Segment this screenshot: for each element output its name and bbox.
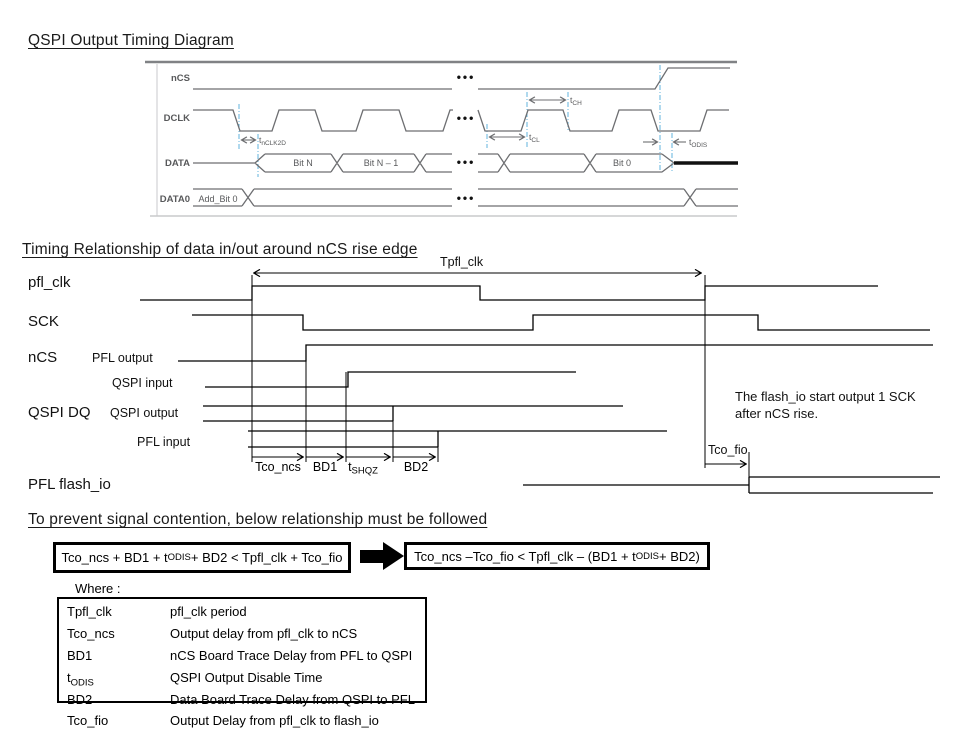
dim-label-t-shqz: $t_{SHQZ}$ xyxy=(348,460,378,477)
where-row-t-odis: $t_{ODIS}$ QSPI Output Disable Time xyxy=(67,669,323,689)
ellipsis-ncs: ••• xyxy=(456,70,476,84)
sub-label-pfl-input: PFL input xyxy=(137,435,191,449)
flash-io-note-line2: after nCS rise. xyxy=(735,405,819,421)
signal-label-data0: DATA0 xyxy=(159,194,190,205)
bus-label-bit-n-1: Bit N – 1 xyxy=(363,158,399,168)
signal-label-sck: SCK xyxy=(28,313,59,330)
formula2-post: + BD2) xyxy=(659,548,700,564)
ellipsis-data: ••• xyxy=(456,155,476,169)
label-t-nclk2d: $t_{nCLK2D}$ xyxy=(259,135,286,147)
implies-arrow-shaft xyxy=(360,550,383,563)
pfl-clk-waveform xyxy=(140,286,878,300)
where-row-tco-ncs: Tco_ncs Output delay from pfl_clk to nCS xyxy=(67,625,358,641)
label-tpfl-clk: Tpfl_clk xyxy=(440,255,484,269)
signal-label-ncs-mid: nCS xyxy=(28,349,58,366)
formula2-sub: ODIS xyxy=(635,550,659,562)
formula1-pre: Tco_ncs + BD1 + t xyxy=(61,550,168,565)
sub-label-pfl-output: PFL output xyxy=(92,351,153,365)
image-border xyxy=(145,62,737,216)
formula1-post: + BD2 < Tpfl_clk + Tco_fio xyxy=(190,550,343,565)
where-table xyxy=(57,597,427,729)
bus-label-bit-n: Bit N xyxy=(293,158,313,168)
label-tco-fio: Tco_fio xyxy=(708,443,748,457)
qspi-input-waveform xyxy=(205,372,576,387)
where-row-bd1: BD1 nCS Board Trace Delay from PFL to QSPI xyxy=(67,647,413,663)
where-row-tco-fio: Tco_fio Output Delay from pfl_clk to flash_io xyxy=(67,713,379,729)
sub-label-qspi-output: QSPI output xyxy=(110,406,179,420)
bus-label-add-bit0: Add_Bit 0 xyxy=(198,194,238,204)
signal-label-pfl-clk: pfl_clk xyxy=(28,274,71,291)
dim-label-bd2: BD2 xyxy=(403,460,429,474)
label-t-odis: $t_{ODIS}$ xyxy=(689,137,708,149)
signal-label-qspi-dq: QSPI DQ xyxy=(28,404,91,421)
where-row-bd2: BD2 Data Board Trace Delay from QSPI to PFL xyxy=(67,691,415,707)
ellipsis-dclk: ••• xyxy=(456,111,476,125)
pfl-input-waveform xyxy=(248,431,667,447)
signal-label-ncs: nCS xyxy=(171,73,190,84)
bottom-heading: To prevent signal contention, below relationship must be followed xyxy=(28,511,488,528)
implies-arrow-icon xyxy=(383,542,404,570)
signal-label-pfl-flash-io: PFL flash_io xyxy=(28,476,111,493)
dimension-arrows xyxy=(252,273,746,464)
qspi-output-waveform xyxy=(203,406,623,421)
signal-label-dclk: DCLK xyxy=(163,113,190,124)
page-title: QSPI Output Timing Diagram xyxy=(28,32,234,49)
label-t-ch: $t_{CH}$ xyxy=(570,95,582,107)
signal-label-data: DATA xyxy=(165,158,190,169)
sck-waveform xyxy=(192,315,930,330)
where-label: Where : xyxy=(75,581,121,596)
dim-label-tco-ncs: Tco_ncs xyxy=(255,460,301,474)
label-t-cl: $t_{CL}$ xyxy=(529,132,540,144)
pfl-flash-io-waveform xyxy=(523,477,940,493)
ellipsis-data0: ••• xyxy=(456,191,476,205)
sub-label-qspi-input: QSPI input xyxy=(112,376,173,390)
formula2-pre: Tco_ncs –Tco_fio < Tpfl_clk – (BD1 + t xyxy=(414,548,636,564)
mid-heading: Timing Relationship of data in/out around nCS rise edge xyxy=(22,241,418,258)
flash-io-note-line1: The flash_io start output 1 SCK xyxy=(735,389,916,404)
dim-label-bd1: BD1 xyxy=(312,460,338,474)
formula1-sub: ODIS xyxy=(167,552,191,563)
formula-box-1 xyxy=(53,542,351,573)
ncs-pfl-output-waveform xyxy=(178,345,933,361)
formula-box-2 xyxy=(404,542,710,570)
where-row-tpfl-clk: Tpfl_clk pfl_clk period xyxy=(67,604,247,619)
qspi-output-timing-diagram xyxy=(145,55,745,220)
flash-io-note xyxy=(735,389,916,422)
bus-label-bit-0: Bit 0 xyxy=(612,158,632,168)
data-waveform xyxy=(193,154,674,172)
